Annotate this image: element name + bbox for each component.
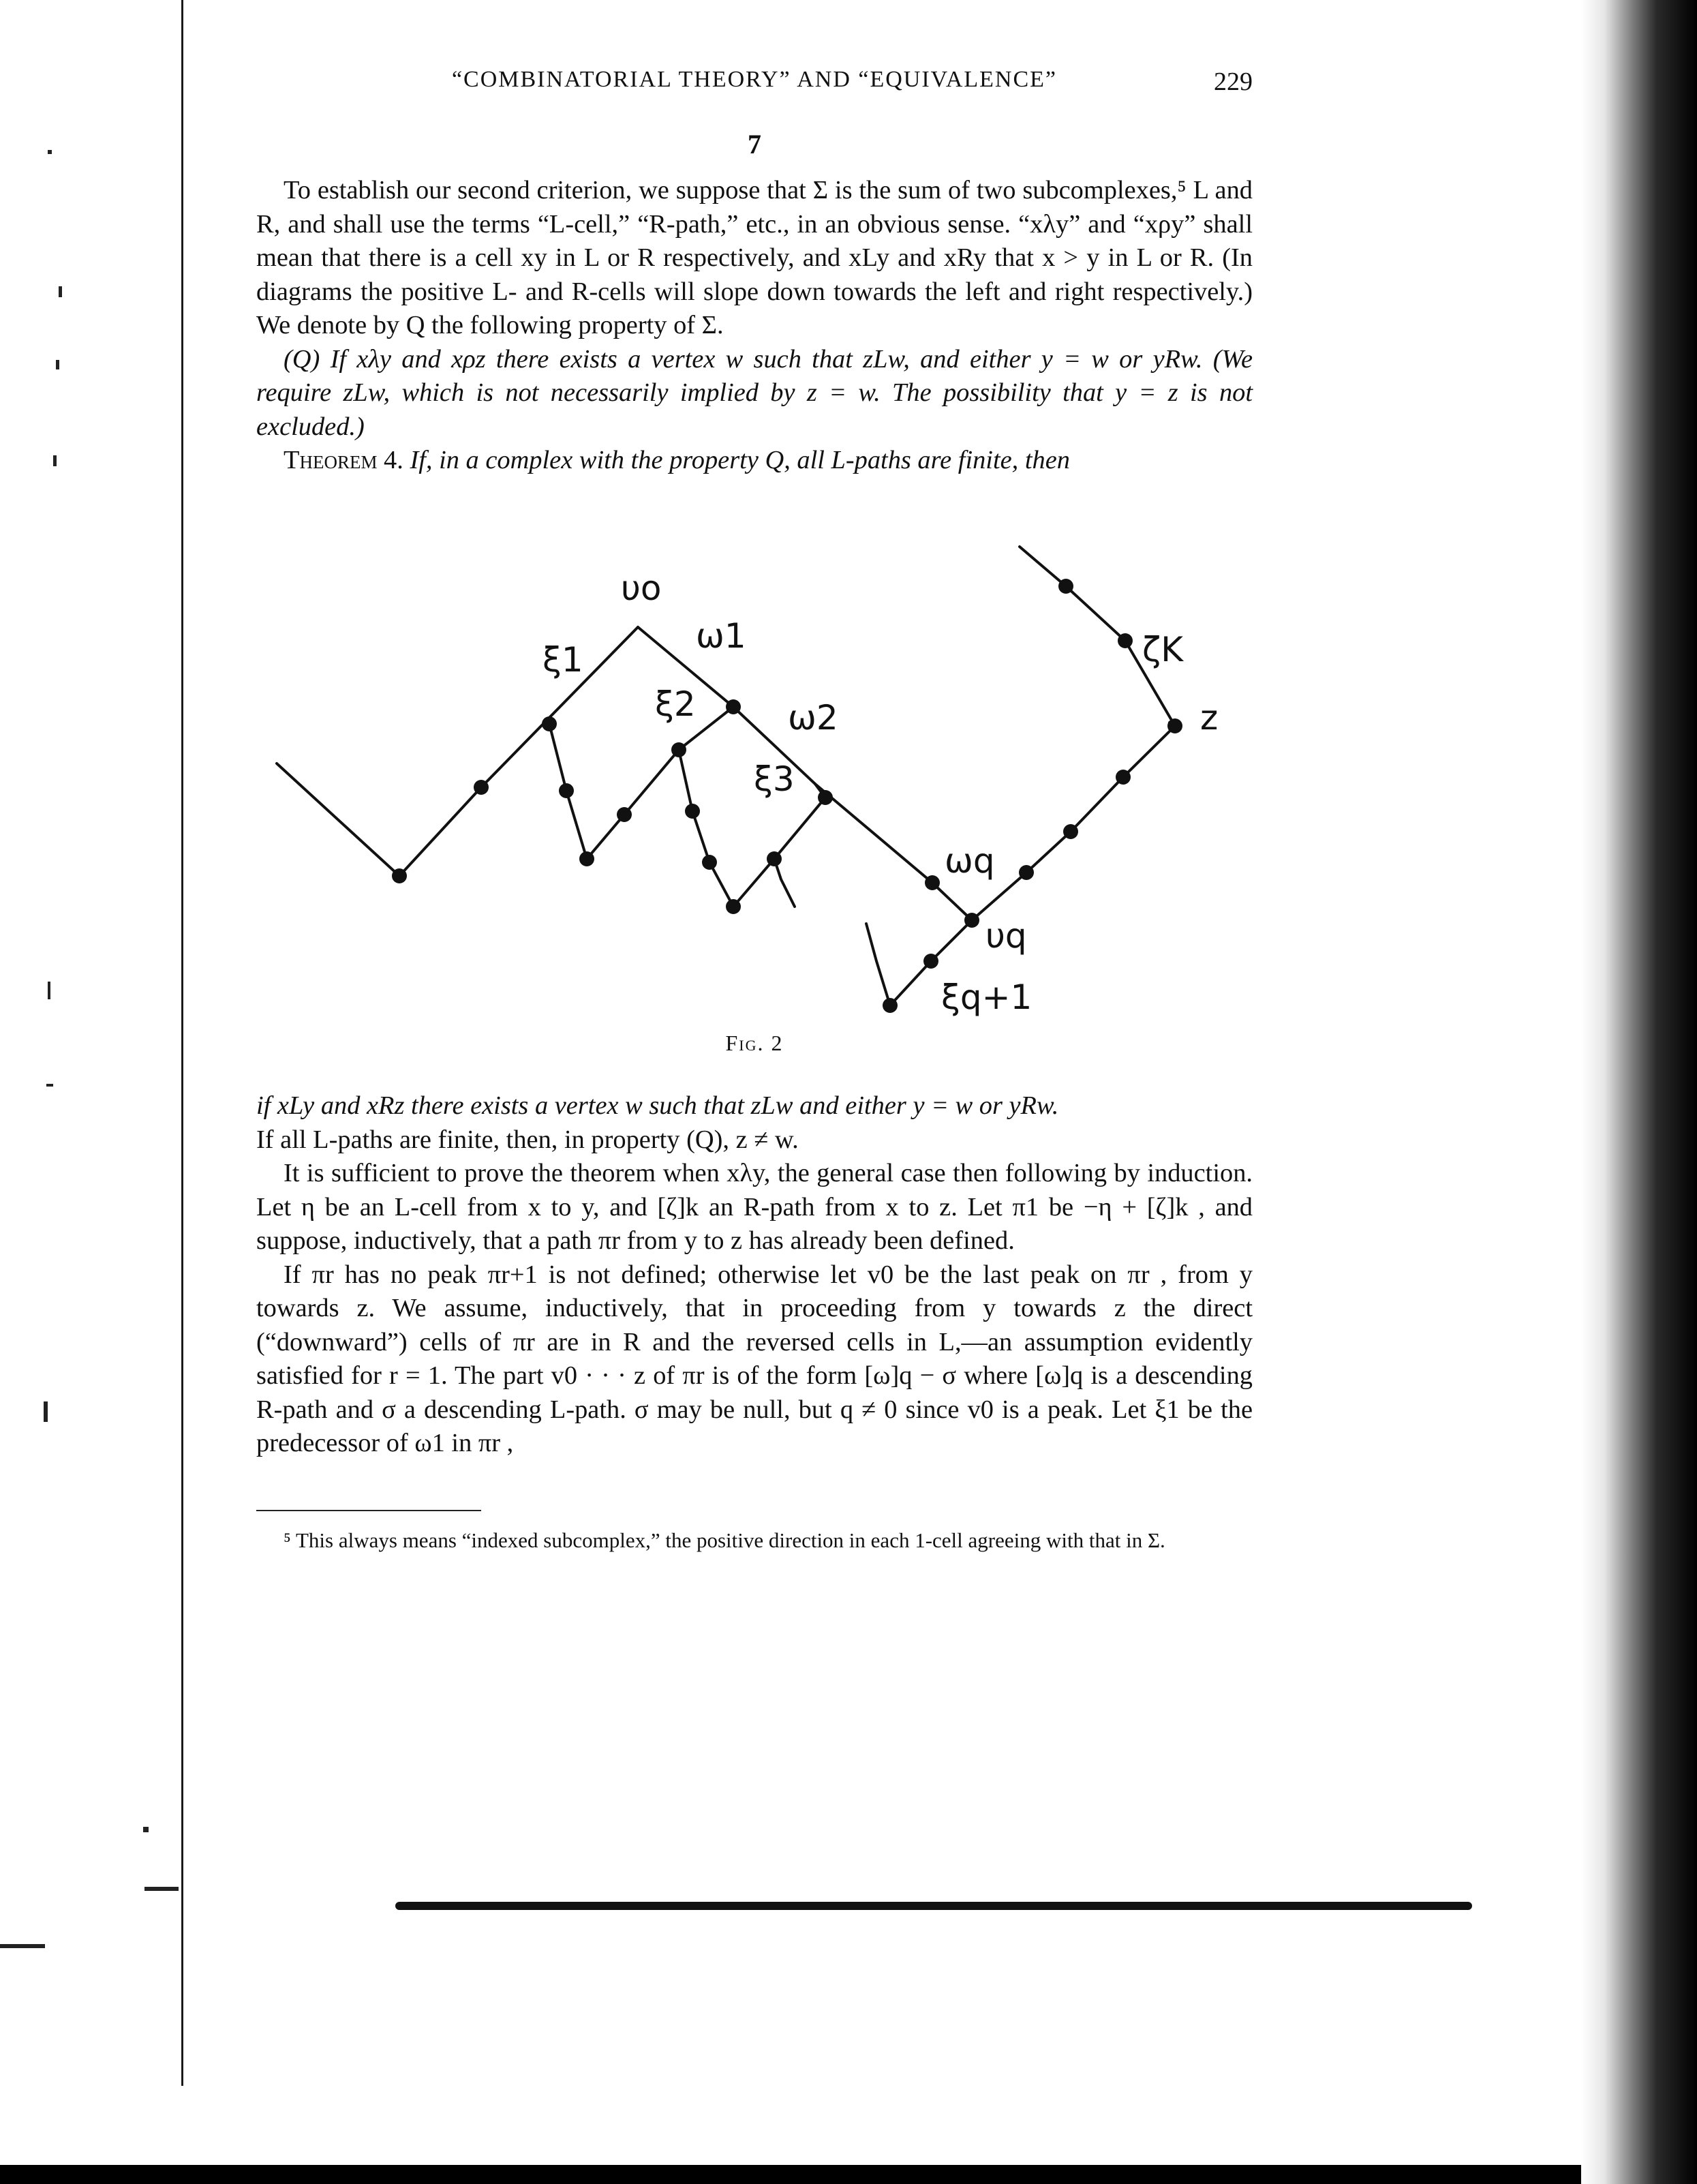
scan-speck — [46, 1084, 53, 1087]
scan-speck — [0, 1944, 45, 1948]
diagram-vertex — [617, 807, 632, 822]
section-number: 7 — [748, 129, 761, 160]
page-bottom-edge — [0, 2165, 1581, 2184]
diagram-edge — [638, 627, 972, 920]
diagram-edge — [972, 723, 1175, 920]
figure-2 — [256, 532, 1253, 1036]
diagram-vertex — [726, 699, 741, 714]
footnote-rule — [256, 1510, 481, 1511]
diagram-vertex — [702, 855, 717, 870]
book-binding-shadow — [1581, 0, 1697, 2184]
page-number: 229 — [1214, 67, 1253, 96]
paragraph-property-q: (Q) If xλy and xρz there exists a vertex w such that zLw, and either y = w or yRw. (We require zLw, which is not necessarily implied by z = w. The possibility that y = z is not excluded.) — [256, 344, 1253, 441]
scan-speck — [143, 1827, 149, 1832]
scan-speck — [53, 455, 57, 466]
diagram-vertex — [392, 868, 407, 883]
scan-speck — [59, 286, 62, 297]
diagram-vertex — [767, 851, 782, 866]
diagram-vertex — [559, 783, 574, 798]
label-xi2: ξ2 — [655, 684, 696, 724]
diagram-vertex — [1058, 579, 1073, 594]
label-xiq1: ξq+1 — [941, 977, 1033, 1017]
diagram-edge — [774, 859, 795, 907]
paragraph: If all L-paths are finite, then, in property (Q), z ≠ w. — [256, 1125, 799, 1154]
label-wq: ωq — [945, 841, 995, 881]
scan-speck — [44, 1401, 48, 1422]
diagram-vertex — [579, 851, 594, 866]
scan-speck — [48, 982, 50, 999]
running-head — [256, 67, 1253, 108]
path-diagram — [256, 532, 1253, 1036]
paragraph: To establish our second criterion, we suppose that Σ is the sum of two subcomplexes,⁵ L and R, and shall use the terms “L-cell,” “R-path,” etc., in an obvious sense. “xλy” and “xρy” shall mean that there is a cell xy in L or R respectively, and xLy and xRy that x > y in L or R. (In diagrams the positive L- and R-cells will slope down towards the left and right respectively.) We denote by Q the following property of Σ. — [256, 176, 1253, 339]
diagram-vertex — [964, 913, 979, 928]
footnote — [256, 1527, 1253, 1554]
diagram-vertex — [923, 954, 938, 969]
label-w2: ω2 — [788, 698, 838, 738]
page-left-rule — [181, 0, 183, 2086]
running-title: “COMBINATORIAL THEORY” AND “EQUIVALENCE” — [451, 67, 1058, 92]
diagram-edge — [549, 707, 733, 859]
theorem-statement — [256, 444, 1253, 478]
diagram-vertex — [1019, 865, 1034, 880]
diagram-vertex — [542, 716, 557, 731]
label-v0: υo — [621, 568, 662, 608]
text-block-bottom — [256, 1089, 1253, 1461]
scan-speck — [48, 150, 52, 154]
label-xi1: ξ1 — [542, 640, 583, 680]
scan-speck — [144, 1887, 179, 1891]
paragraph: It is sufficient to prove the theorem when xλy, the general case then following by induction. Let η be an L-cell from x to y, and [ζ]k an R-path from x to z. Let π1 be −η + [ζ]k , and suppose, inductively, that a path πr from y to z has already been defined. — [256, 1159, 1253, 1255]
diagram-vertex — [474, 780, 489, 795]
diagram-vertex — [726, 899, 741, 914]
scan-speck — [56, 360, 59, 369]
diagram-vertex — [1118, 633, 1133, 648]
theorem-text-end: if xLy and xRz there exists a vertex w such that zLw and either y = w or yRw. — [256, 1091, 1059, 1120]
diagram-vertex — [685, 804, 700, 819]
theorem-heading: Theorem 4. — [284, 446, 403, 474]
diagram-vertex — [883, 998, 898, 1013]
diagram-vertex — [818, 790, 833, 805]
text-block-top — [256, 174, 1253, 478]
figure-caption: Fig. 2 — [725, 1031, 784, 1055]
diagram-vertex — [1063, 824, 1078, 839]
label-xi3: ξ3 — [754, 759, 795, 799]
diagram-vertex — [925, 875, 940, 890]
diagram-vertex — [1116, 770, 1131, 785]
page-bottom-shadow — [395, 1902, 1472, 1910]
diagram-vertex — [671, 742, 686, 757]
label-zetak: ζK — [1142, 630, 1183, 669]
paragraph: If πr has no peak πr+1 is not defined; otherwise let v0 be the last peak on πr , from y towards z. We assume, inductively, that in proceeding from y towards z the direct (“downward”) cells of πr are in R and the reversed cells in L,—an assumption evidently satisfied for r = 1. The part v0 · · · z of πr is of the form [ω]q − σ where [ω]q is a descending R-path and σ a descending L-path. σ may be null, but q ≠ 0 since v0 is a peak. Let ξ1 be the predecessor of ω1 in πr , — [256, 1260, 1253, 1457]
label-vq: υq — [985, 916, 1027, 956]
theorem-text-start: If, in a complex with the property Q, all L-paths are finite, then — [410, 446, 1070, 474]
label-w1: ω1 — [696, 616, 746, 656]
diagram-edge — [277, 627, 638, 876]
label-z: z — [1200, 698, 1219, 738]
footnote-text: ⁵ This always means “indexed subcomplex,” the positive direction in each 1-cell agreeing with that in Σ. — [284, 1528, 1165, 1552]
diagram-vertex — [1167, 718, 1182, 733]
